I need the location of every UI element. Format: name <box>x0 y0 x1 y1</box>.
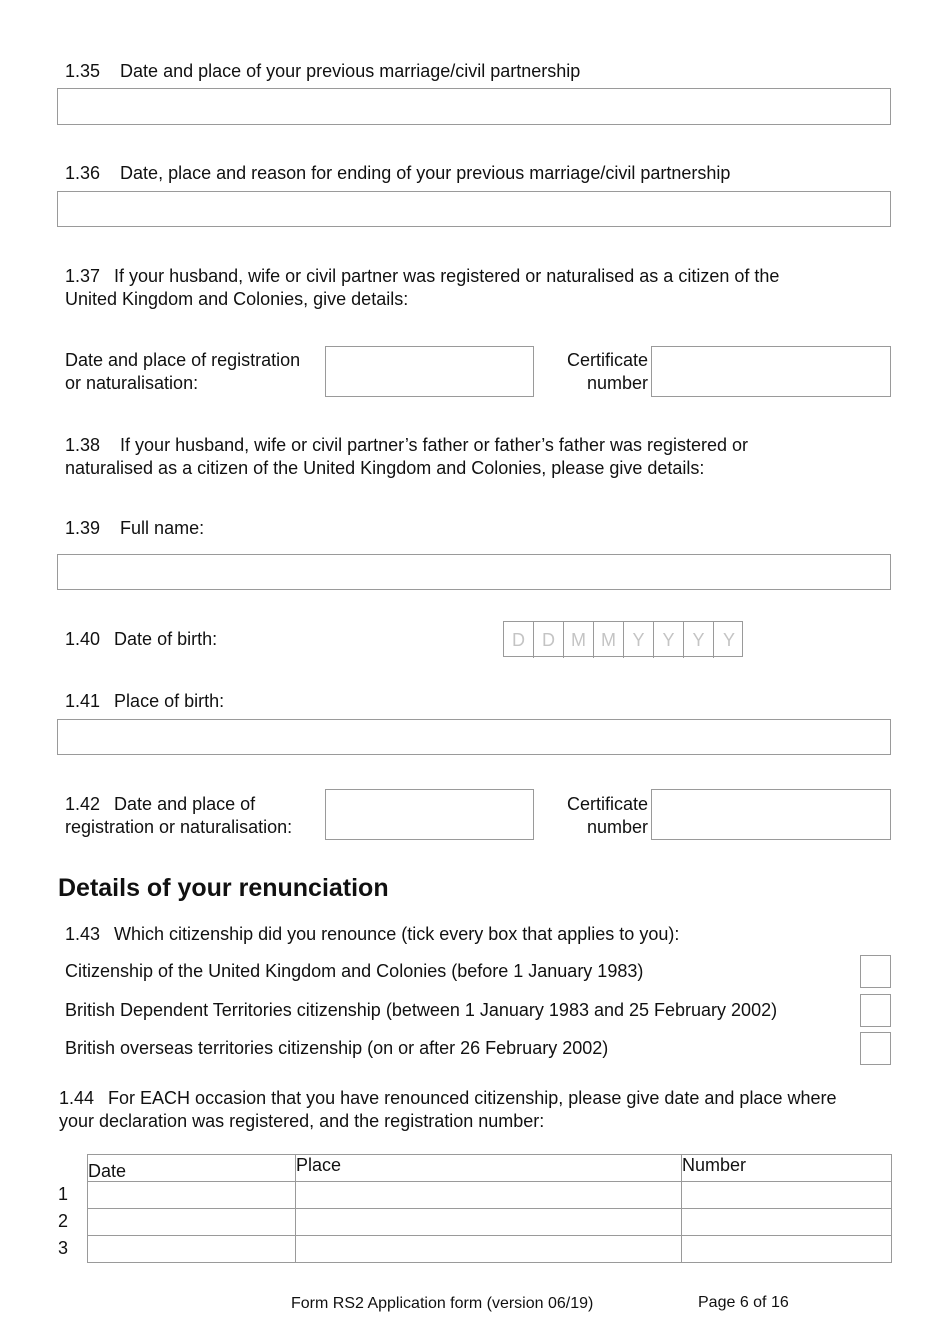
option-cukc-checkbox[interactable] <box>860 955 891 988</box>
table-row <box>88 1182 892 1209</box>
q137-date-label-line2: or naturalisation: <box>65 373 199 393</box>
section-heading: Details of your renunciation <box>58 874 389 902</box>
dob-year-cell[interactable]: Y <box>654 622 684 658</box>
q142-label-line2: registration or naturalisation: <box>65 817 293 837</box>
table-header-row <box>88 1155 892 1182</box>
q136-label: 1.36 Date, place and reason for ending of your previous marriage/civil partnership <box>65 163 731 183</box>
q137-label: 1.37 If your husband, wife or civil partner was registered or naturalised as a citizen of the <box>65 266 780 286</box>
q141-label: 1.41 Place of birth: <box>65 691 225 711</box>
row-1-place-cell[interactable] <box>296 1182 682 1209</box>
q144-label: 1.44 For EACH occasion that you have renounced citizenship, please give date and place where <box>59 1088 837 1108</box>
option-botc-label: British overseas territories citizenship (on or after 26 February 2002) <box>65 1038 609 1058</box>
row-3-number-cell[interactable] <box>682 1236 892 1263</box>
footer-page-number: Page 6 of 16 <box>698 1294 789 1311</box>
dob-year-cell[interactable]: Y <box>684 622 714 658</box>
option-cukc-label: Citizenship of the United Kingdom and Colonies (before 1 January 1983) <box>65 961 644 981</box>
q135-label: 1.35 Date and place of your previous marriage/civil partnership <box>65 61 581 81</box>
dob-year-cell[interactable]: Y <box>624 622 654 658</box>
row-3-date-cell[interactable] <box>88 1236 296 1263</box>
father-registration-date-input[interactable] <box>325 789 534 840</box>
table-row <box>88 1209 892 1236</box>
column-header-place: Place <box>296 1155 682 1182</box>
date-of-birth-input[interactable] <box>503 621 743 657</box>
q140-label: 1.40 Date of birth: <box>65 629 218 649</box>
row-1-number-cell[interactable] <box>682 1182 892 1209</box>
option-bdtc-label: British Dependent Territories citizenship (between 1 January 1983 and 25 February 2002) <box>65 1000 778 1020</box>
option-botc-checkbox[interactable] <box>860 1032 891 1065</box>
row-3-place-cell[interactable] <box>296 1236 682 1263</box>
dob-day-cell[interactable]: D <box>504 622 534 658</box>
renunciation-table <box>87 1154 892 1263</box>
q138-label-line2: naturalised as a citizen of the United Kingdom and Colonies, please give details: <box>65 458 705 478</box>
dob-day-cell[interactable]: D <box>534 622 564 658</box>
row-2-place-cell[interactable] <box>296 1209 682 1236</box>
column-header-date: Date <box>88 1155 296 1182</box>
spouse-certificate-number-input[interactable] <box>651 346 891 397</box>
row-number: 1 <box>58 1184 69 1204</box>
dob-month-cell[interactable]: M <box>564 622 594 658</box>
q137-label-line2: United Kingdom and Colonies, give details: <box>65 289 409 309</box>
q143-label: 1.43 Which citizenship did you renounce (tick every box that applies to you): <box>65 924 680 944</box>
q137-cert-label-line2: number <box>586 373 648 393</box>
ending-marriage-input[interactable] <box>57 191 891 227</box>
row-2-number-cell[interactable] <box>682 1209 892 1236</box>
column-header-number: Number <box>682 1155 892 1182</box>
row-1-date-cell[interactable] <box>88 1182 296 1209</box>
footer-form-name: Form RS2 Application form (version 06/19) <box>291 1295 594 1312</box>
place-of-birth-input[interactable] <box>57 719 891 755</box>
father-certificate-number-input[interactable] <box>651 789 891 840</box>
table-row <box>88 1236 892 1263</box>
q137-cert-label: Certificate <box>566 350 648 370</box>
row-number: 2 <box>58 1211 69 1231</box>
q144-label-line2: your declaration was registered, and the registration number: <box>59 1111 545 1131</box>
q142-cert-label-line2: number <box>586 817 648 837</box>
row-2-date-cell[interactable] <box>88 1209 296 1236</box>
option-bdtc-checkbox[interactable] <box>860 994 891 1027</box>
spouse-registration-date-input[interactable] <box>325 346 534 397</box>
full-name-input[interactable] <box>57 554 891 590</box>
q142-cert-label: Certificate <box>566 794 648 814</box>
q138-label: 1.38 If your husband, wife or civil partner’s father or father’s father was registered or <box>65 435 749 455</box>
row-number: 3 <box>58 1238 69 1258</box>
dob-month-cell[interactable]: M <box>594 622 624 658</box>
q139-label: 1.39 Full name: <box>65 518 205 538</box>
q142-label: 1.42 Date and place of <box>65 794 256 814</box>
previous-marriage-input[interactable] <box>57 88 891 125</box>
dob-year-cell[interactable]: Y <box>722 630 735 650</box>
q137-date-label: Date and place of registration <box>65 350 301 370</box>
